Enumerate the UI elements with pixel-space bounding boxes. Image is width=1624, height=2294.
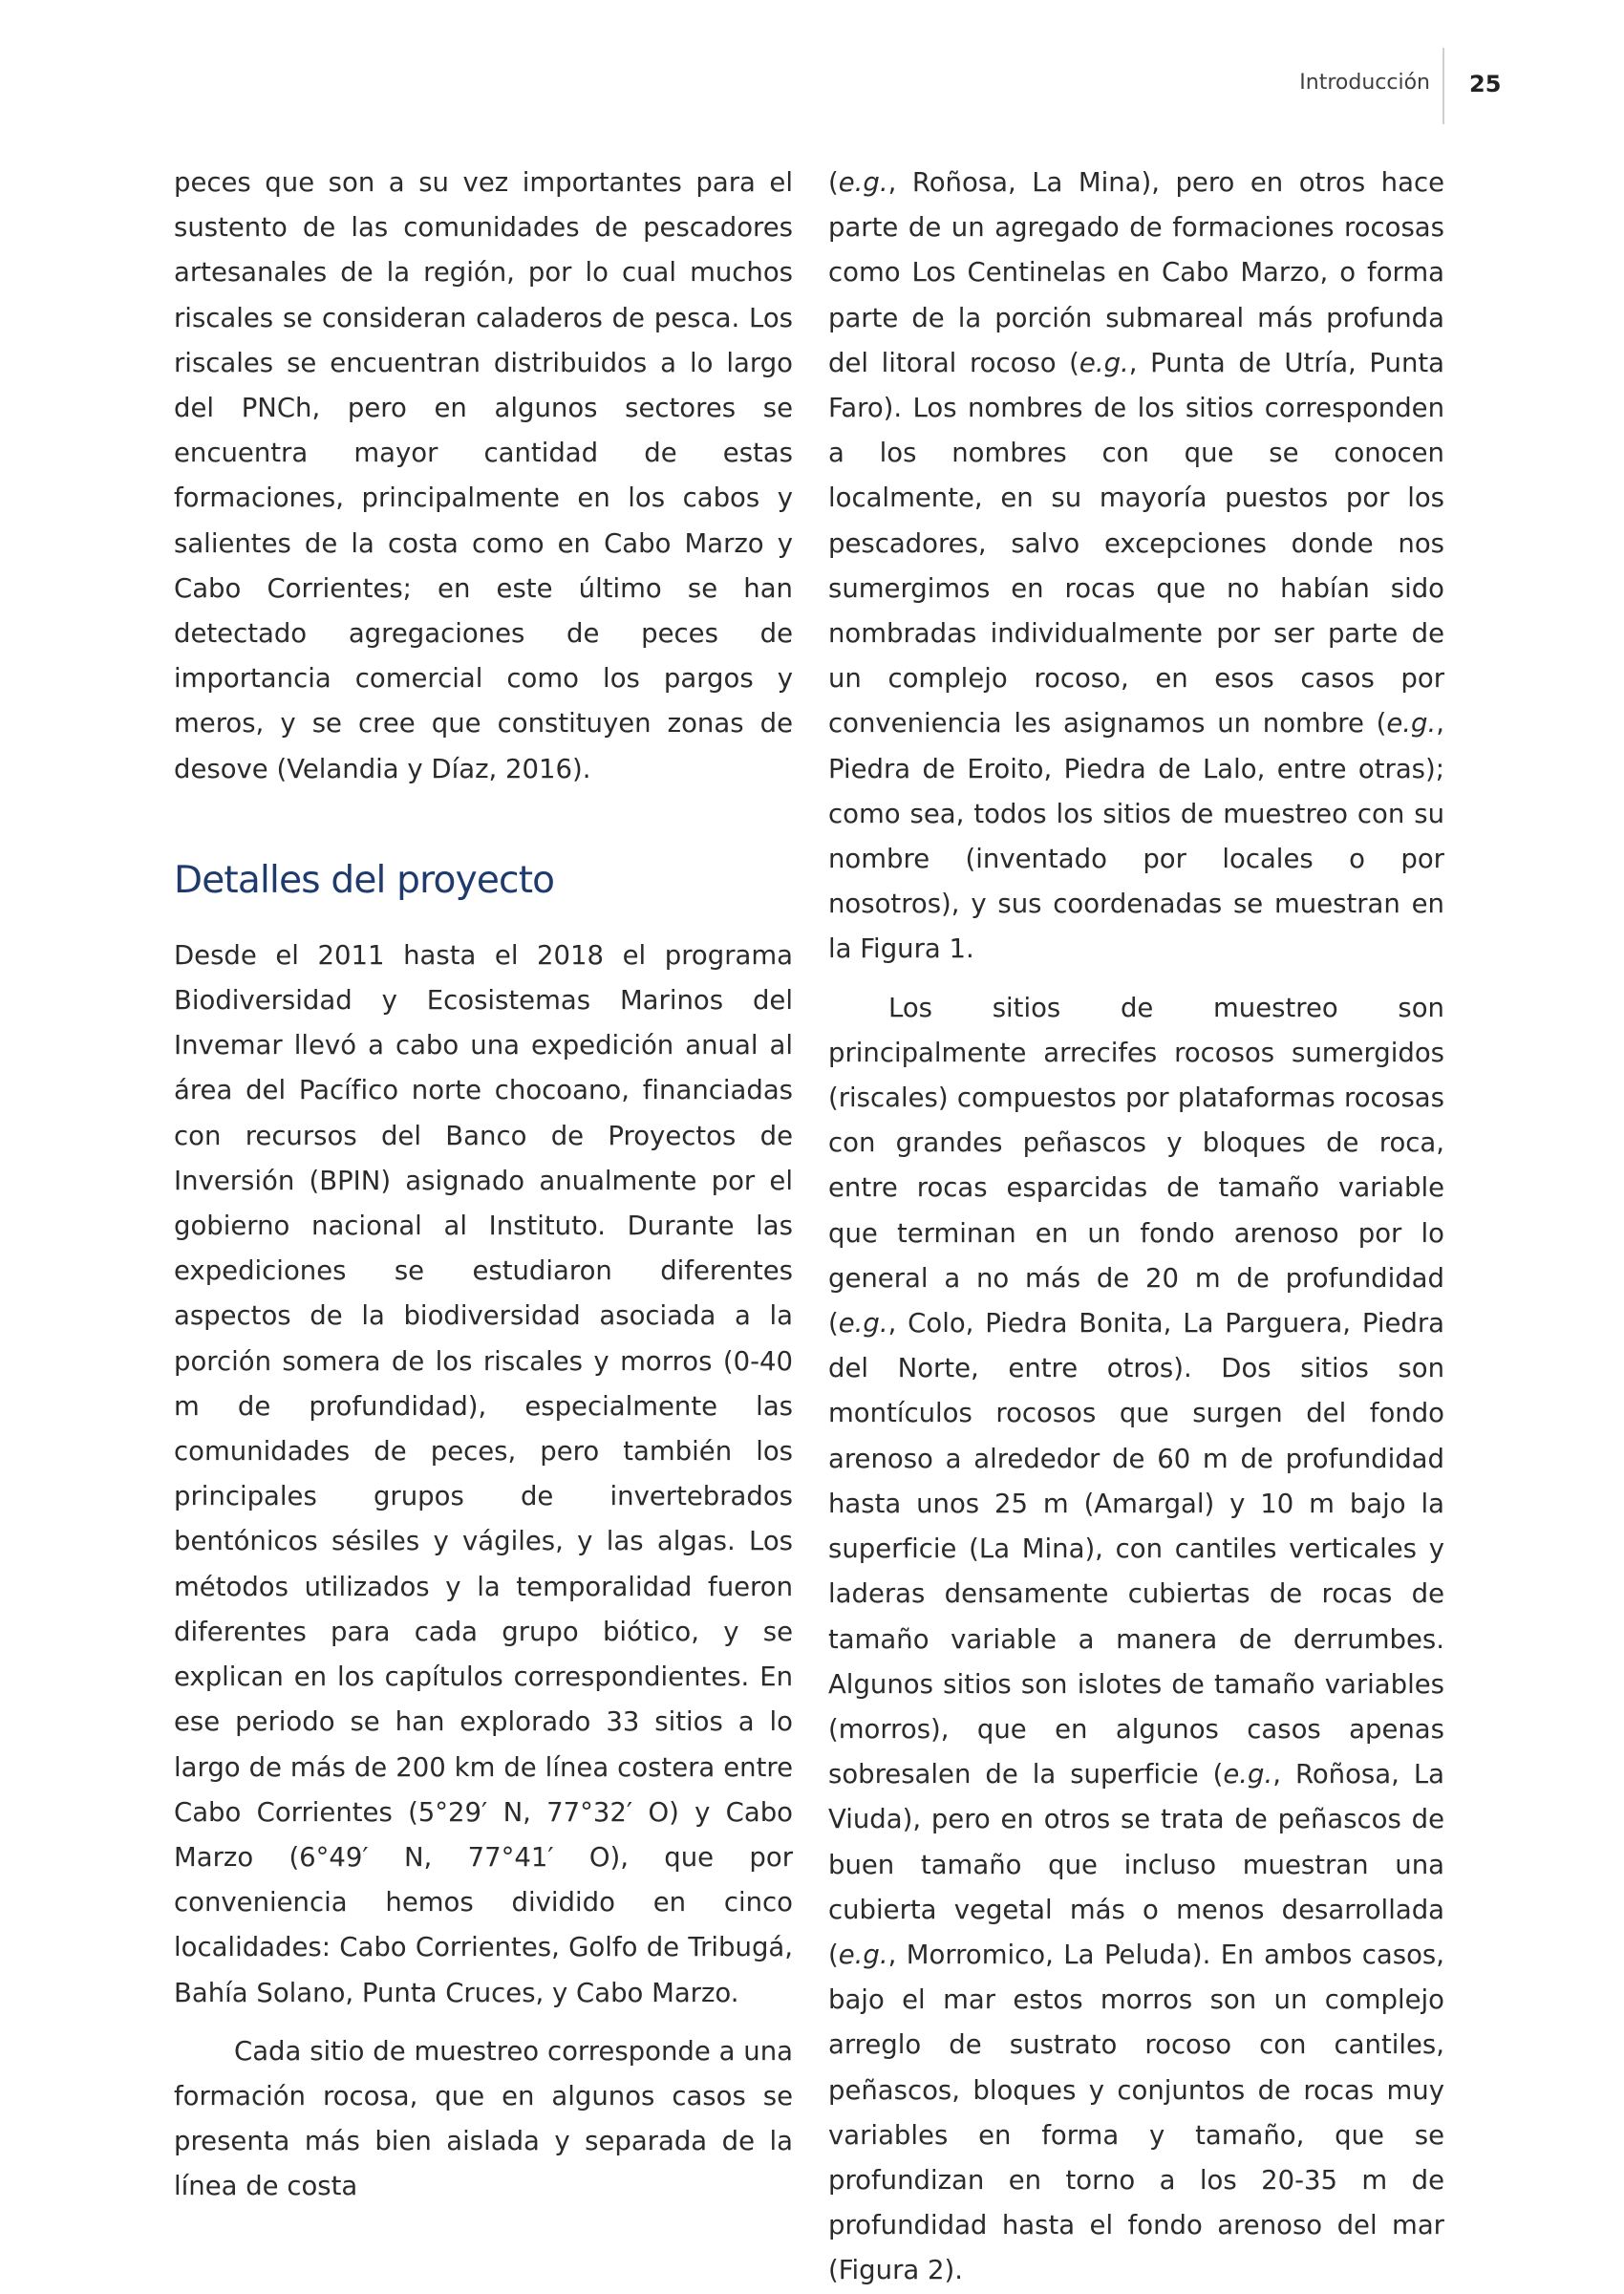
eg-abbreviation: e.g. (1386, 708, 1437, 740)
section-label: Introducción (1299, 71, 1430, 95)
section-heading: Detalles del proyecto (174, 858, 555, 902)
right-column (828, 161, 1444, 2294)
paragraph-sampling-sites: Cada sitio de muestreo corresponde a una formación rocosa, que en algunos casos se presenta más bien aislada y separada de la línea de costa (174, 2035, 793, 2202)
eg-abbreviation: e.g. (838, 1939, 888, 1970)
paragraph-gap (174, 2016, 793, 2029)
page-header (0, 0, 1624, 134)
left-column (174, 161, 793, 2210)
paragraph-site-types: Los sitios de muestreo son principalmente arrecifes rocosos sumergidos (riscales) compuestos por plataformas rocosas con grandes peñascos y bloques de roca, entre rocas esparcidas de tamaño variable que terminan en un fondo arenoso por lo general a no más de 20 m de profundidad (e.g., Colo, Piedra Bonita, La Parguera, Piedra del Norte, entre otros). Dos sitios son montículos rocosos que surgen del fondo arenoso a alrededor de 60 m de profundidad hasta unos 25 m (Amargal) y 10 m bajo la superficie (La Mina), con cantiles verticales y laderas densamente cubiertas de rocas de tamaño variable a manera de derrumbes. Algunos sitios son islotes de tamaño variables (morros), que en algunos casos apenas sobresalen de la superficie (e.g., Roñosa, La Viuda), pero en otros se trata de peñascos de buen tamaño que incluso muestran una cubierta vegetal más o menos desarrollada (e.g., Morromico, La Peluda). En ambos casos, bajo el mar estos morros son un complejo arreglo de sustrato rocoso con cantiles, peñascos, bloques y conjuntos de rocas muy variables en forma y tamaño, que se profundizan en torno a los 20-35 m de profundidad hasta el fondo arenoso del mar (Figura 2). (828, 992, 1444, 2286)
eg-abbreviation: e.g. (838, 167, 888, 198)
paragraph-gap (828, 973, 1444, 986)
eg-abbreviation: e.g. (1079, 347, 1129, 378)
paragraph-site-names: (e.g., Roñosa, La Mina), pero en otros hace parte de un agregado de formaciones rocosas como Los Centinelas en Cabo Marzo, o forma parte de la porción submareal más profunda del litoral rocoso (e.g., Punta de Utría, Punta Faro). Los nombres de los sitios corresponden a los nombres con que se conocen localmente, en su mayoría puestos por los pescadores, salvo excepciones donde nos sumergimos en rocas que no habían sido nombradas individualmente por ser parte de un complejo rocoso, en esos casos por conveniencia les asignamos un nombre (e.g., Piedra de Eroito, Piedra de Lalo, entre otras); como sea, todos los sitios de muestreo con su nombre (inventado por locales o por nosotros), y sus coordenadas se muestran en la Figura 1. (828, 167, 1445, 965)
header-divider (1442, 48, 1444, 124)
paragraph-project-details: Desde el 2011 hasta el 2018 el programa Biodiversidad y Ecosistemas Marinos del Invemar llevó a cabo una expedición anual al área del Pacífico norte chocoano, financiadas con recursos del Banco de Proyectos de Inversión (BPIN) asignado anualmente por el gobierno nacional al Instituto. Durante las expediciones se estudiaron diferentes aspectos de la biodiversidad asociada a la porción somera de los riscales y morros (0-40 m de profundidad), especialmente las comunidades de peces, pero también los principales grupos de invertebrados bentónicos sésiles y vágiles, y las algas. Los métodos utilizados y la temporalidad fueron diferentes para cada grupo biótico, y se explican en los capítulos correspondientes. En ese periodo se han explorado 33 sitios a lo largo de más de 200 km de línea costera entre Cabo Corrientes (5°29′ N, 77°32′ O) y Cabo Marzo (6°49′ N, 77°41′ O), que por conveniencia hemos dividido en cinco localidades: Cabo Corrientes, Golfo de Tribugá, Bahía Solano, Punta Cruces, y Cabo Marzo. (174, 939, 793, 2008)
eg-abbreviation: e.g. (1223, 1759, 1273, 1790)
eg-abbreviation: e.g. (838, 1308, 888, 1340)
page-number: 25 (1469, 71, 1502, 97)
paragraph-riscales: peces que son a su vez importantes para el sustento de las comunidades de pescadores artesanales de la región, por lo cual muchos riscales se consideran caladeros de pesca. Los riscales se encuentran distribuidos a lo largo del PNCh, pero en algunos sectores se encuentra mayor cantidad de estas formaciones, principalmente en los cabos y salientes de la costa como en Cabo Marzo y Cabo Corrientes; en este último se han detectado agregaciones de peces de importancia comercial como los pargos y meros, y se cree que constituyen zonas de desove (Velandia y Díaz, 2016). (174, 167, 793, 784)
